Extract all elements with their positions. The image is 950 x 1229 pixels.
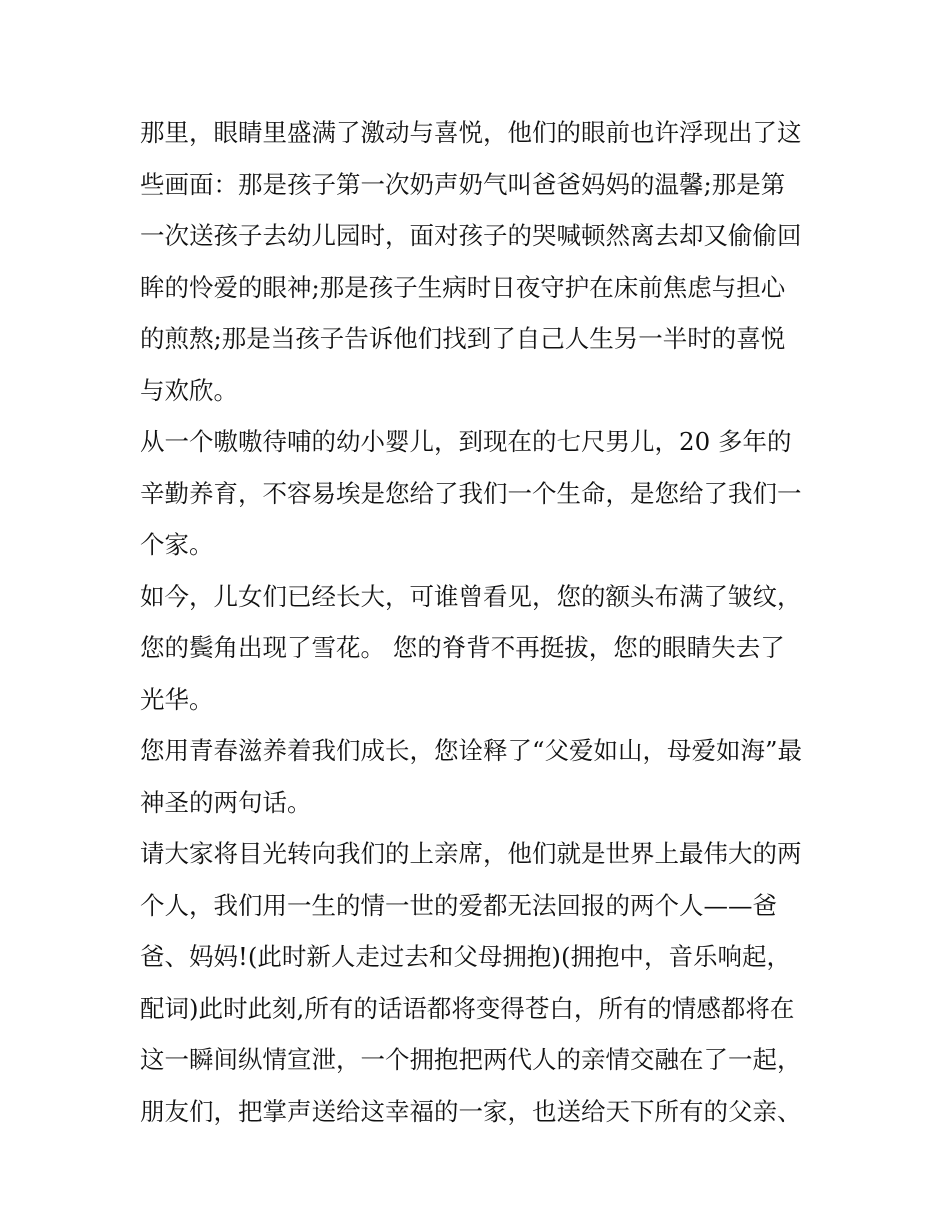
text-line: 配词)此时此刻,所有的话语都将变得苍白，所有的情感都将在 <box>140 993 795 1023</box>
text-line: 些画面：那是孩子第一次奶声奶气叫爸爸妈妈的温馨;那是第 <box>140 169 786 199</box>
text-line: 个人，我们用一生的情一世的爱都无法回报的两个人——爸 <box>140 890 777 920</box>
document-body <box>140 107 812 1137</box>
text-line: 眸的怜爱的眼神;那是孩子生病时日夜守护在床前焦虑与担心 <box>140 272 786 302</box>
text-line: 您的鬓角出现了雪花。 您的脊背不再挺拔，您的眼睛失去了 <box>140 633 785 662</box>
text-line: 从一个嗷嗷待哺的幼小婴儿，到现在的七尺男儿，20 多年的 <box>140 427 792 456</box>
text-line: 请大家将目光转向我们的上亲席，他们就是世界上最伟大的两 <box>140 839 802 868</box>
text-line: 个家。 <box>140 530 214 559</box>
text-line: 爸、妈妈!(此时新人走过去和父母拥抱)(拥抱中，音乐响起， <box>140 942 792 971</box>
text-line: 神圣的两句话。 <box>140 787 312 817</box>
text-line: 那里，眼睛里盛满了激动与喜悦，他们的眼前也许浮现出了这 <box>140 118 802 147</box>
text-line: 如今，儿女们已经长大，可谁曾看见，您的额头布满了皱纹， <box>140 581 802 611</box>
text-line: 朋友们，把掌声送给这幸福的一家，也送给天下所有的父亲、 <box>140 1096 802 1126</box>
text-line: 与欢欣。 <box>140 375 238 405</box>
text-line: 一次送孩子去幼儿园时，面对孩子的哭喊顿然离去却又偷偷回 <box>140 221 802 250</box>
text-line: 这一瞬间纵情宣泄，一个拥抱把两代人的亲情交融在了一起， <box>140 1045 802 1074</box>
text-line: 光华。 <box>140 684 214 714</box>
text-line: 辛勤养育，不容易埃是您给了我们一个生命，是您给了我们一 <box>140 478 802 508</box>
text-line: 的煎熬;那是当孩子告诉他们找到了自己人生另一半时的喜悦 <box>140 324 786 353</box>
text-line: 您用青春滋养着我们成长，您诠释了“父爱如山，母爱如海”最 <box>140 736 803 765</box>
